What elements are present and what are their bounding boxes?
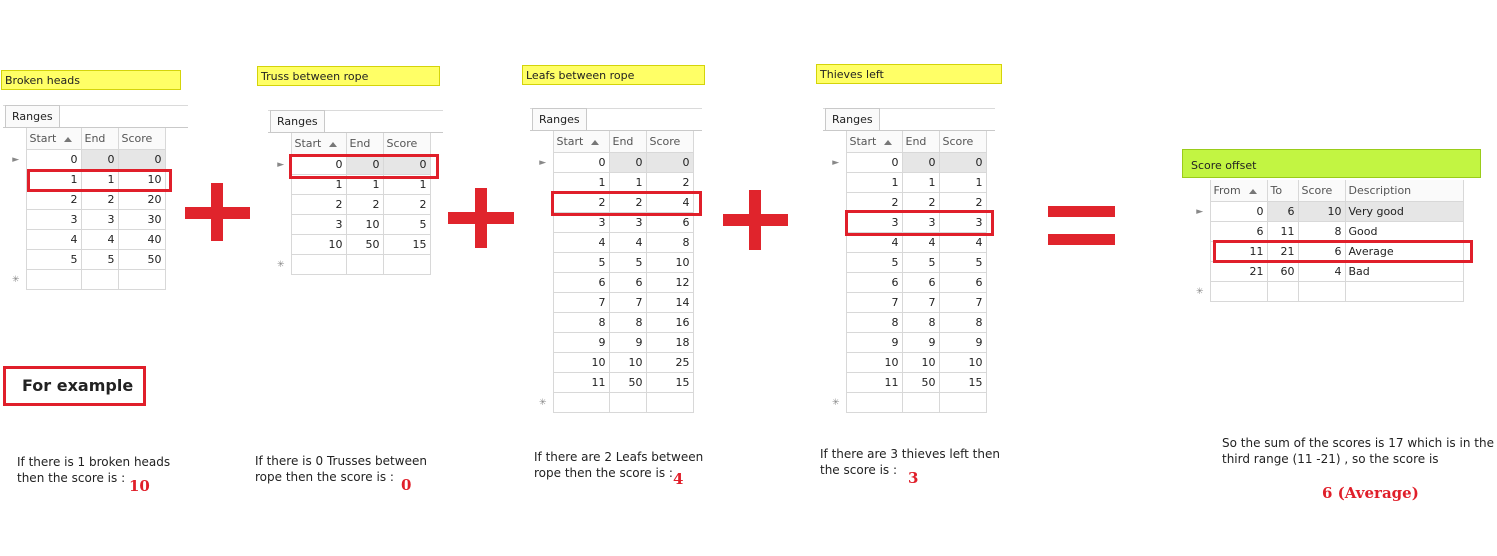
- plus-sign-1-v: [211, 183, 223, 241]
- row-indicator-header: [6, 128, 26, 150]
- table-row[interactable]: [826, 153, 986, 173]
- table-cell[interactable]: 5: [383, 215, 430, 235]
- table-cell[interactable]: 4: [553, 233, 609, 253]
- table-cell[interactable]: 11: [553, 373, 609, 393]
- column-header[interactable]: Score: [1298, 180, 1345, 202]
- row-indicator: [826, 273, 846, 293]
- row-indicator: [533, 173, 553, 193]
- new-row-star-icon: ✳: [1195, 286, 1204, 297]
- table-cell[interactable]: 10: [1298, 202, 1345, 222]
- table-cell[interactable]: 6: [646, 213, 693, 233]
- table-row[interactable]: [6, 210, 165, 230]
- table-cell[interactable]: 0: [291, 155, 346, 175]
- table-row[interactable]: [6, 150, 165, 170]
- table-cell[interactable]: 10: [902, 353, 939, 373]
- broken-heads-label: Broken heads: [1, 70, 181, 90]
- leafs-note: If there are 2 Leafs between rope then the score is :: [534, 450, 704, 480]
- table-cell[interactable]: 4: [846, 233, 902, 253]
- ranges-grid: [826, 131, 987, 413]
- table-cell[interactable]: 7: [609, 293, 646, 313]
- table-cell[interactable]: 5: [553, 253, 609, 273]
- row-indicator: ►: [12, 154, 20, 165]
- table-cell[interactable]: 10: [118, 170, 165, 190]
- table-cell[interactable]: [1345, 282, 1463, 302]
- column-header[interactable]: Score: [118, 128, 165, 150]
- table-cell[interactable]: 2: [846, 193, 902, 213]
- table-cell[interactable]: 60: [1267, 262, 1298, 282]
- ranges-grid: [6, 128, 166, 290]
- table-row[interactable]: [826, 253, 986, 273]
- highlight-thieves-row: [845, 210, 994, 236]
- row-indicator: [533, 273, 553, 293]
- table-cell[interactable]: 1: [846, 173, 902, 193]
- header-row: [6, 128, 165, 150]
- column-header[interactable]: End: [609, 131, 646, 153]
- column-header[interactable]: Start: [291, 133, 346, 155]
- table-cell[interactable]: 3: [291, 215, 346, 235]
- table-cell[interactable]: 1: [26, 170, 81, 190]
- table-cell[interactable]: 7: [846, 293, 902, 313]
- table-row[interactable]: [533, 333, 693, 353]
- table-row[interactable]: [271, 215, 430, 235]
- row-indicator: [826, 353, 846, 373]
- header-row: [533, 131, 693, 153]
- leafs-label: Leafs between rope: [522, 65, 705, 85]
- equals-sign-bottom: [1048, 234, 1115, 245]
- table-cell[interactable]: 16: [646, 313, 693, 333]
- score-offset-result: 6 (Average): [1322, 484, 1419, 502]
- row-indicator: [826, 233, 846, 253]
- row-indicator: [1190, 222, 1210, 242]
- table-cell[interactable]: 4: [81, 230, 118, 250]
- highlight-broken-heads-row: [27, 169, 172, 192]
- table-cell[interactable]: 3: [81, 210, 118, 230]
- plus-sign-2-v: [475, 188, 487, 248]
- table-cell[interactable]: 5: [846, 253, 902, 273]
- header-row: [271, 133, 430, 155]
- leafs-result: 4: [673, 470, 684, 488]
- column-header[interactable]: End: [346, 133, 383, 155]
- table-cell[interactable]: 0: [646, 153, 693, 173]
- row-indicator: [533, 353, 553, 373]
- table-cell[interactable]: 15: [646, 373, 693, 393]
- thieves-panel: [823, 108, 995, 413]
- column-header[interactable]: Start: [553, 131, 609, 153]
- table-cell[interactable]: 0: [383, 155, 430, 175]
- sort-asc-icon: [1249, 189, 1257, 194]
- row-indicator: [6, 230, 26, 250]
- new-row[interactable]: [271, 255, 430, 275]
- table-cell[interactable]: 2: [81, 190, 118, 210]
- table-row[interactable]: [826, 313, 986, 333]
- table-cell[interactable]: 15: [939, 373, 986, 393]
- table-cell[interactable]: [902, 393, 939, 413]
- row-indicator: [826, 373, 846, 393]
- table-cell[interactable]: 2: [902, 193, 939, 213]
- table-row[interactable]: [533, 293, 693, 313]
- column-header[interactable]: From: [1210, 180, 1267, 202]
- table-cell[interactable]: [939, 393, 986, 413]
- row-indicator: [6, 190, 26, 210]
- table-cell[interactable]: 6: [1210, 222, 1267, 242]
- new-row-star-icon: ✳: [276, 259, 285, 270]
- table-cell[interactable]: 6: [1267, 202, 1298, 222]
- table-cell[interactable]: 0: [609, 153, 646, 173]
- table-cell[interactable]: 0: [1210, 202, 1267, 222]
- table-cell[interactable]: 8: [1298, 222, 1345, 242]
- table-row[interactable]: [533, 153, 693, 173]
- new-row[interactable]: [826, 393, 986, 413]
- row-indicator: [1190, 242, 1210, 262]
- table-cell[interactable]: 1: [902, 173, 939, 193]
- table-cell[interactable]: 0: [118, 150, 165, 170]
- table-cell[interactable]: 10: [291, 235, 346, 255]
- row-indicator: [826, 253, 846, 273]
- row-indicator: [826, 173, 846, 193]
- row-indicator-header: [826, 131, 846, 153]
- new-row-star-icon: ✳: [538, 397, 547, 408]
- table-row[interactable]: [533, 313, 693, 333]
- ranges-grid: [533, 131, 694, 413]
- table-cell[interactable]: 6: [939, 273, 986, 293]
- table-cell[interactable]: 9: [939, 333, 986, 353]
- table-cell[interactable]: 9: [609, 333, 646, 353]
- tab-ranges[interactable]: Ranges: [532, 108, 587, 130]
- table-cell[interactable]: 5: [939, 253, 986, 273]
- table-cell[interactable]: 5: [902, 253, 939, 273]
- row-indicator: [826, 213, 846, 233]
- table-cell[interactable]: 8: [846, 313, 902, 333]
- tab-ranges[interactable]: Ranges: [5, 105, 60, 127]
- row-indicator: [826, 333, 846, 353]
- table-cell[interactable]: 2: [383, 195, 430, 215]
- column-header[interactable]: Description: [1345, 180, 1463, 202]
- ranges-tabbar: [823, 108, 995, 131]
- table-row[interactable]: [533, 253, 693, 273]
- table-row[interactable]: [826, 353, 986, 373]
- ranges-tabbar: [530, 108, 702, 131]
- table-cell[interactable]: 0: [939, 153, 986, 173]
- table-cell[interactable]: [646, 393, 693, 413]
- row-indicator-header: [533, 131, 553, 153]
- table-cell[interactable]: [118, 270, 165, 290]
- table-cell[interactable]: 50: [902, 373, 939, 393]
- table-cell[interactable]: 3: [846, 213, 902, 233]
- table-cell[interactable]: 0: [553, 153, 609, 173]
- table-row[interactable]: [533, 353, 693, 373]
- table-cell[interactable]: 4: [902, 233, 939, 253]
- row-indicator: [271, 195, 291, 215]
- table-cell[interactable]: 10: [609, 353, 646, 373]
- row-indicator: [826, 193, 846, 213]
- table-cell[interactable]: 21: [1267, 242, 1298, 262]
- table-cell[interactable]: [846, 393, 902, 413]
- tab-ranges[interactable]: Ranges: [270, 110, 325, 132]
- table-cell[interactable]: [1298, 282, 1345, 302]
- table-cell[interactable]: 8: [609, 313, 646, 333]
- column-header[interactable]: Score: [646, 131, 693, 153]
- row-indicator: [6, 170, 26, 190]
- plus-sign-3-v: [749, 190, 761, 250]
- table-cell[interactable]: 30: [118, 210, 165, 230]
- table-cell[interactable]: 8: [902, 313, 939, 333]
- table-row[interactable]: [1190, 262, 1463, 282]
- table-cell[interactable]: [553, 393, 609, 413]
- table-cell[interactable]: 10: [939, 353, 986, 373]
- table-row[interactable]: [826, 173, 986, 193]
- new-row-star-icon: ✳: [11, 274, 20, 285]
- highlight-leafs-row: [551, 191, 702, 216]
- broken-heads-note: If there is 1 broken heads then the score is :: [17, 455, 171, 485]
- table-cell[interactable]: 21: [1210, 262, 1267, 282]
- table-row[interactable]: [533, 373, 693, 393]
- table-cell[interactable]: 1: [383, 175, 430, 195]
- table-cell[interactable]: 8: [939, 313, 986, 333]
- new-row-star-icon: ✳: [831, 397, 840, 408]
- table-cell[interactable]: Average: [1345, 242, 1463, 262]
- table-cell[interactable]: 3: [609, 213, 646, 233]
- broken-heads-result: 10: [129, 477, 150, 495]
- highlight-truss-row: [289, 154, 439, 179]
- table-cell[interactable]: 1: [291, 175, 346, 195]
- for-example-box: For example: [3, 366, 146, 406]
- new-row[interactable]: [1190, 282, 1463, 302]
- table-cell[interactable]: 2: [346, 195, 383, 215]
- table-cell[interactable]: 9: [846, 333, 902, 353]
- row-indicator: [533, 373, 553, 393]
- column-header[interactable]: Start: [26, 128, 81, 150]
- table-cell[interactable]: 1: [81, 170, 118, 190]
- row-indicator: [533, 213, 553, 233]
- table-cell[interactable]: 1: [553, 173, 609, 193]
- truss-note: If there is 0 Trusses between rope then the score is :: [255, 454, 427, 484]
- leafs-panel: [530, 108, 702, 413]
- table-cell[interactable]: 6: [553, 273, 609, 293]
- table-cell[interactable]: 2: [26, 190, 81, 210]
- table-cell[interactable]: [609, 393, 646, 413]
- highlight-score-offset-row: [1213, 240, 1473, 263]
- ranges-tabbar: [3, 105, 188, 128]
- thieves-result: 3: [908, 469, 919, 487]
- row-indicator: [6, 210, 26, 230]
- table-cell[interactable]: 50: [118, 250, 165, 270]
- table-cell[interactable]: Good: [1345, 222, 1463, 242]
- row-indicator: [1190, 262, 1210, 282]
- table-cell[interactable]: 5: [81, 250, 118, 270]
- table-cell[interactable]: 50: [609, 373, 646, 393]
- table-cell[interactable]: 20: [118, 190, 165, 210]
- row-indicator: [533, 313, 553, 333]
- table-cell[interactable]: [291, 255, 346, 275]
- row-indicator: [6, 250, 26, 270]
- table-row[interactable]: [1190, 222, 1463, 242]
- column-header[interactable]: End: [81, 128, 118, 150]
- table-cell[interactable]: 1: [346, 175, 383, 195]
- table-cell[interactable]: 9: [553, 333, 609, 353]
- row-indicator: [271, 235, 291, 255]
- table-cell[interactable]: 14: [646, 293, 693, 313]
- table-cell[interactable]: 15: [383, 235, 430, 255]
- score-offset-label: Score offset: [1182, 149, 1481, 178]
- table-row[interactable]: [533, 233, 693, 253]
- truss-result: 0: [401, 476, 412, 494]
- table-cell[interactable]: 8: [553, 313, 609, 333]
- row-indicator: ►: [832, 157, 840, 168]
- tab-ranges[interactable]: Ranges: [825, 108, 880, 130]
- table-cell[interactable]: 3: [902, 213, 939, 233]
- table-row[interactable]: [826, 293, 986, 313]
- table-cell[interactable]: 6: [902, 273, 939, 293]
- sort-asc-icon: [591, 140, 599, 145]
- sort-asc-icon: [884, 140, 892, 145]
- table-cell[interactable]: 11: [1210, 242, 1267, 262]
- truss-label: Truss between rope: [257, 66, 440, 86]
- table-cell[interactable]: 5: [609, 253, 646, 273]
- new-row[interactable]: [6, 270, 165, 290]
- table-cell[interactable]: 40: [118, 230, 165, 250]
- table-cell[interactable]: 18: [646, 333, 693, 353]
- table-row[interactable]: [1190, 202, 1463, 222]
- new-row[interactable]: [533, 393, 693, 413]
- table-row[interactable]: [6, 250, 165, 270]
- table-cell[interactable]: [81, 270, 118, 290]
- table-cell[interactable]: 2: [609, 193, 646, 213]
- table-cell[interactable]: 10: [846, 353, 902, 373]
- table-cell[interactable]: 4: [646, 193, 693, 213]
- table-cell[interactable]: 7: [902, 293, 939, 313]
- row-indicator: [271, 215, 291, 235]
- table-cell[interactable]: Bad: [1345, 262, 1463, 282]
- table-cell[interactable]: [1210, 282, 1267, 302]
- table-cell[interactable]: 0: [26, 150, 81, 170]
- broken-heads-panel: [3, 105, 188, 290]
- thieves-note: If there are 3 thieves left then the score is :: [820, 447, 1000, 477]
- table-cell[interactable]: 0: [902, 153, 939, 173]
- table-cell[interactable]: 10: [346, 215, 383, 235]
- table-cell[interactable]: 6: [1298, 242, 1345, 262]
- table-cell[interactable]: 0: [846, 153, 902, 173]
- table-row[interactable]: [533, 173, 693, 193]
- table-cell[interactable]: 2: [291, 195, 346, 215]
- header-row: [1190, 180, 1463, 202]
- table-cell[interactable]: 6: [609, 273, 646, 293]
- row-indicator: [533, 333, 553, 353]
- table-row[interactable]: [826, 373, 986, 393]
- column-header[interactable]: Score: [383, 133, 430, 155]
- sort-asc-icon: [64, 137, 72, 142]
- table-cell[interactable]: 4: [26, 230, 81, 250]
- table-cell[interactable]: 1: [939, 173, 986, 193]
- table-cell[interactable]: 2: [553, 193, 609, 213]
- row-indicator: [533, 293, 553, 313]
- ranges-tabbar: [268, 110, 443, 133]
- table-cell[interactable]: [383, 255, 430, 275]
- table-cell[interactable]: 2: [646, 173, 693, 193]
- table-row[interactable]: [6, 190, 165, 210]
- equals-sign-top: [1048, 206, 1115, 217]
- row-indicator: [271, 175, 291, 195]
- table-cell[interactable]: 9: [902, 333, 939, 353]
- column-header[interactable]: Start: [846, 131, 902, 153]
- table-cell[interactable]: 2: [939, 193, 986, 213]
- table-cell[interactable]: 8: [646, 233, 693, 253]
- row-indicator: ►: [277, 159, 285, 170]
- table-row[interactable]: [533, 273, 693, 293]
- row-indicator: ►: [539, 157, 547, 168]
- truss-panel: [268, 110, 443, 275]
- score-offset-note: So the sum of the scores is 17 which is in the third range (11 -21) , so the score is: [1222, 436, 1494, 466]
- table-cell[interactable]: 4: [939, 233, 986, 253]
- table-cell[interactable]: 3: [26, 210, 81, 230]
- table-row[interactable]: [826, 273, 986, 293]
- table-cell[interactable]: 11: [1267, 222, 1298, 242]
- sort-asc-icon: [329, 142, 337, 147]
- row-indicator-header: [1190, 180, 1210, 202]
- table-cell[interactable]: 6: [846, 273, 902, 293]
- table-cell[interactable]: 10: [553, 353, 609, 373]
- table-cell[interactable]: 7: [939, 293, 986, 313]
- table-row[interactable]: [826, 333, 986, 353]
- table-cell[interactable]: [346, 255, 383, 275]
- table-cell[interactable]: 4: [1298, 262, 1345, 282]
- row-indicator: ►: [1196, 206, 1204, 217]
- column-header[interactable]: To: [1267, 180, 1298, 202]
- table-cell[interactable]: 3: [553, 213, 609, 233]
- table-cell[interactable]: Very good: [1345, 202, 1463, 222]
- table-cell[interactable]: 4: [609, 233, 646, 253]
- row-indicator: [533, 253, 553, 273]
- table-row[interactable]: [271, 235, 430, 255]
- row-indicator: [826, 293, 846, 313]
- table-cell[interactable]: 11: [846, 373, 902, 393]
- table-cell[interactable]: 25: [646, 353, 693, 373]
- column-header[interactable]: End: [902, 131, 939, 153]
- table-cell[interactable]: 10: [646, 253, 693, 273]
- table-cell[interactable]: [1267, 282, 1298, 302]
- table-cell[interactable]: 5: [26, 250, 81, 270]
- table-cell[interactable]: 1: [609, 173, 646, 193]
- thieves-label: Thieves left: [816, 64, 1002, 84]
- table-row[interactable]: [271, 195, 430, 215]
- row-indicator: [533, 233, 553, 253]
- table-cell[interactable]: 50: [346, 235, 383, 255]
- table-cell[interactable]: 12: [646, 273, 693, 293]
- row-indicator-header: [271, 133, 291, 155]
- row-indicator: [826, 313, 846, 333]
- table-cell[interactable]: 7: [553, 293, 609, 313]
- table-cell[interactable]: 0: [346, 155, 383, 175]
- column-header[interactable]: Score: [939, 131, 986, 153]
- table-cell[interactable]: 0: [81, 150, 118, 170]
- table-cell[interactable]: 3: [939, 213, 986, 233]
- table-row[interactable]: [6, 230, 165, 250]
- header-row: [826, 131, 986, 153]
- table-cell[interactable]: [26, 270, 81, 290]
- row-indicator: [533, 193, 553, 213]
